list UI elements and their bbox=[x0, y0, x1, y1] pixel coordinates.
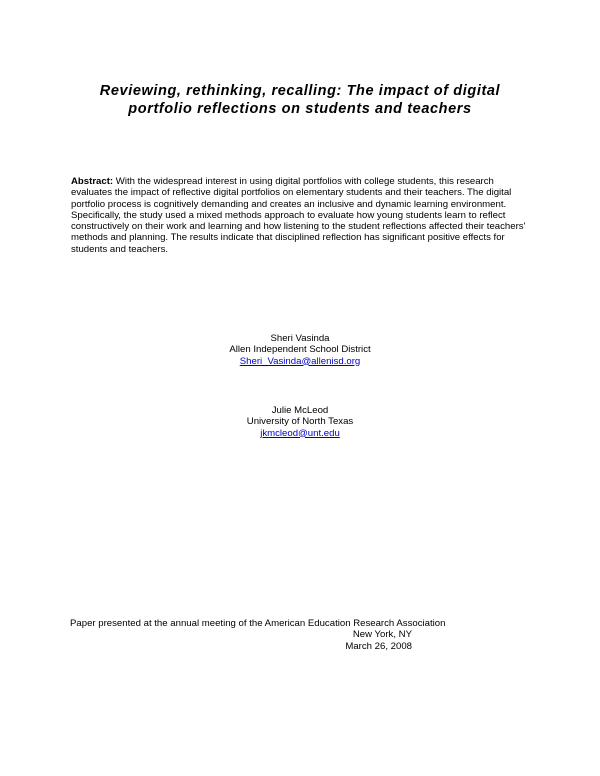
paper-title-line-2: portfolio reflections on students and teachers bbox=[128, 101, 472, 117]
abstract-label: Abstract: bbox=[71, 176, 114, 187]
presentation-venue: Paper presented at the annual meeting of the American Education Research Association bbox=[70, 618, 446, 629]
presentation-note bbox=[70, 618, 510, 652]
presentation-location: New York, NY bbox=[352, 629, 412, 641]
abstract bbox=[71, 176, 533, 255]
presentation-date: March 26, 2008 bbox=[345, 640, 412, 652]
abstract-text: With the widespread interest in using digital portfolios with college students, this research evaluates the impact of reflective digital portfolios on elementary students and their teachers. The digital portfolio process is cognitively demanding and creates an inclusive and dynamic learning environment. Specifically, the study used a mixed methods approach to evaluate how young students learn to reflect constructively on their work and learning and how listening to the student reflections affected their teachers' methods and planning. The results indicate that disciplined reflection has significant positive effects for students and teachers. bbox=[71, 176, 526, 255]
author-name: Julie McLeod bbox=[271, 405, 329, 416]
author-email-link[interactable]: jkmcleod@unt.edu bbox=[260, 427, 340, 439]
paper-title bbox=[40, 82, 560, 118]
author-name: Sheri Vasinda bbox=[270, 333, 330, 344]
author-affiliation: Allen Independent School District bbox=[229, 344, 371, 356]
author-block-1 bbox=[0, 333, 600, 367]
author-email-link[interactable]: Sheri_Vasinda@allenisd.org bbox=[239, 355, 361, 367]
paper-title-line-1: Reviewing, rethinking, recalling: The impact of digital bbox=[99, 83, 501, 99]
author-affiliation: University of North Texas bbox=[246, 416, 354, 428]
author-block-2 bbox=[0, 405, 600, 439]
